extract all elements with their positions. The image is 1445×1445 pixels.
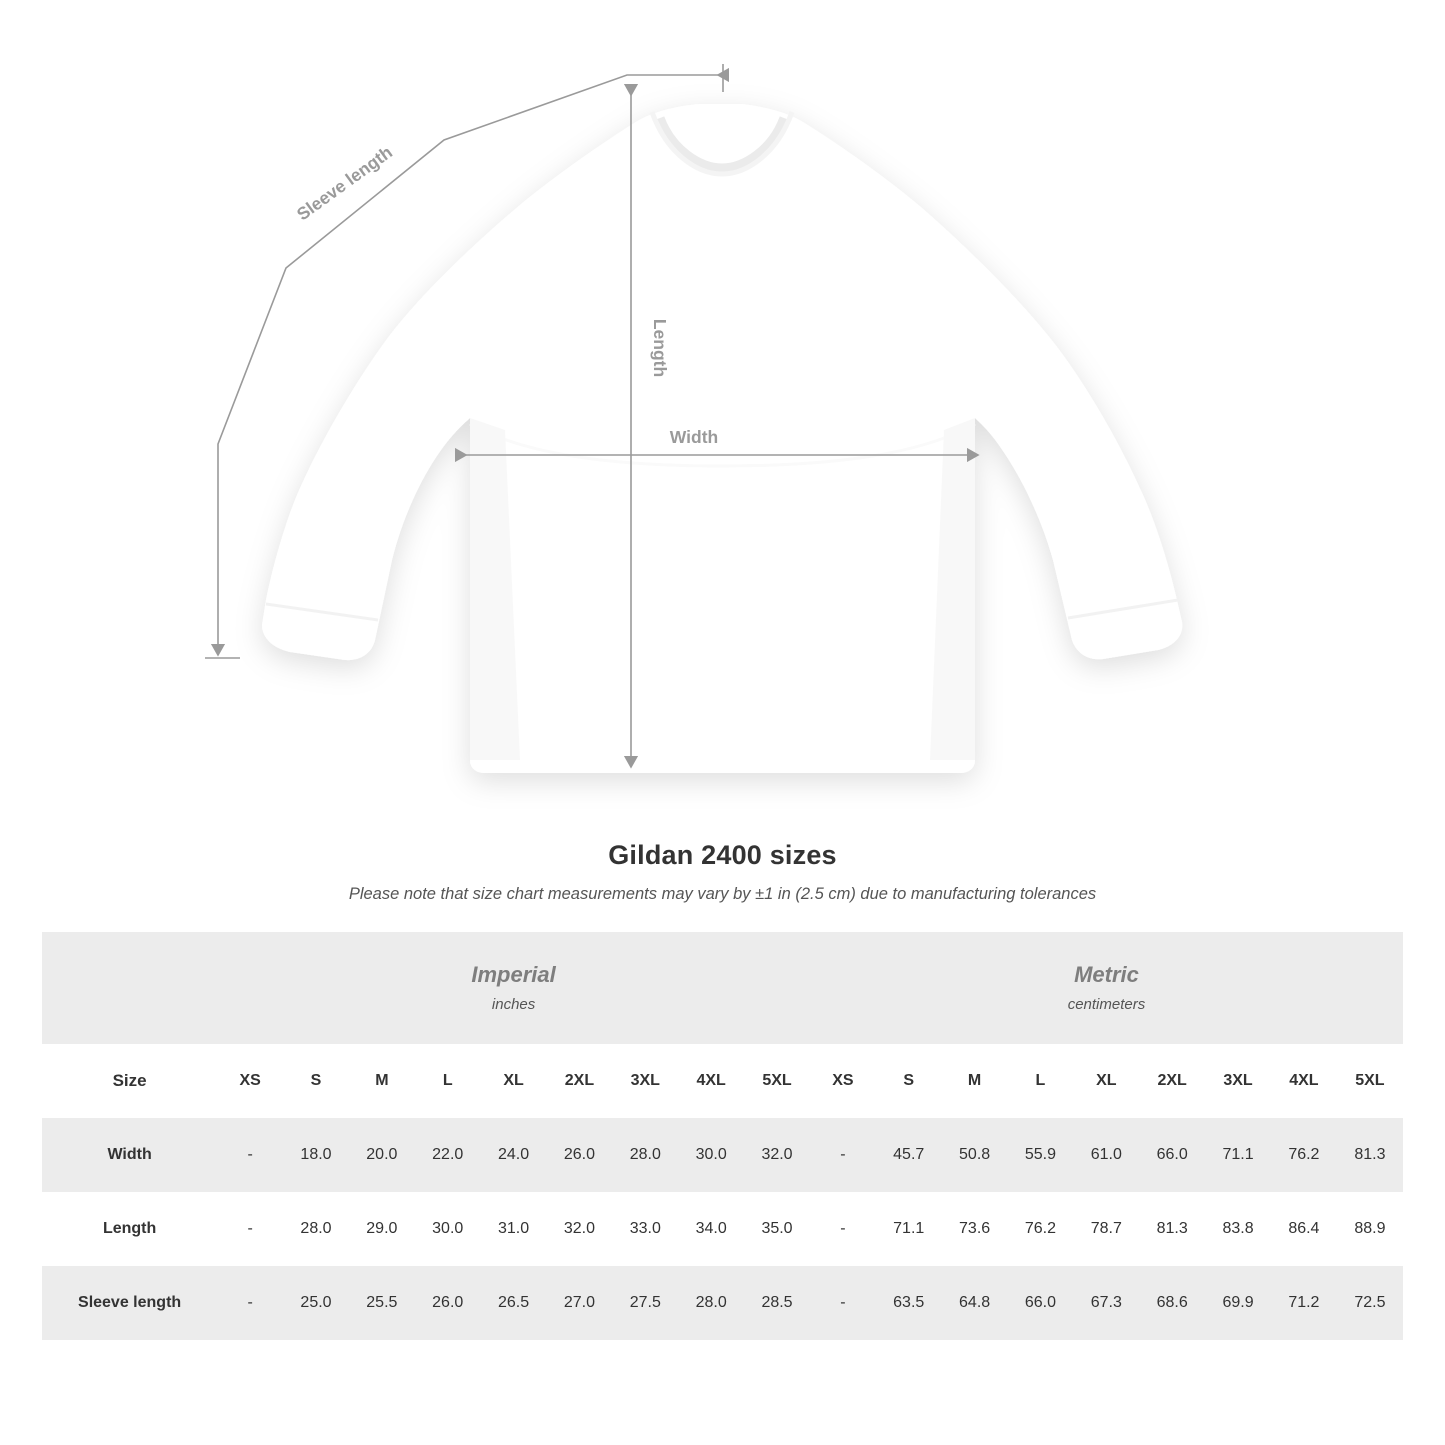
cell-length-imperial-xs: - — [217, 1192, 283, 1266]
cell-sleeve-metric-xl: 67.3 — [1073, 1266, 1139, 1340]
cell-width-metric-xs: - — [810, 1118, 876, 1192]
cell-sleeve-imperial-5xl: 28.5 — [744, 1266, 810, 1340]
size-header-imperial-4xl: 4XL — [678, 1044, 744, 1118]
cell-width-metric-l: 55.9 — [1008, 1118, 1074, 1192]
unit-group-metric-name: Metric — [1074, 961, 1139, 987]
cell-length-metric-xl: 78.7 — [1073, 1192, 1139, 1266]
title-block — [0, 840, 1445, 904]
cell-width-imperial-3xl: 28.0 — [612, 1118, 678, 1192]
size-table — [42, 932, 1403, 1340]
cell-sleeve-imperial-s: 25.0 — [283, 1266, 349, 1340]
size-header-imperial-2xl: 2XL — [547, 1044, 613, 1118]
size-header-metric-3xl: 3XL — [1205, 1044, 1271, 1118]
size-header-metric-xs: XS — [810, 1044, 876, 1118]
cell-sleeve-imperial-l: 26.0 — [415, 1266, 481, 1340]
table-row — [42, 1192, 1403, 1266]
cell-sleeve-metric-m: 64.8 — [942, 1266, 1008, 1340]
size-header-imperial-s: S — [283, 1044, 349, 1118]
cell-sleeve-imperial-2xl: 27.0 — [547, 1266, 613, 1340]
cell-width-imperial-m: 20.0 — [349, 1118, 415, 1192]
unit-group-metric-sub: centimeters — [1067, 996, 1146, 1014]
unit-group-imperial-sub: inches — [491, 996, 536, 1014]
size-header-metric-l: L — [1008, 1044, 1074, 1118]
cell-width-imperial-4xl: 30.0 — [678, 1118, 744, 1192]
cell-width-imperial-xl: 24.0 — [481, 1118, 547, 1192]
shirt-shape — [262, 104, 1182, 773]
size-table-wrapper — [42, 932, 1403, 1340]
size-header-imperial-xl: XL — [481, 1044, 547, 1118]
unit-group-imperial — [217, 932, 810, 1044]
cell-width-imperial-5xl: 32.0 — [744, 1118, 810, 1192]
cell-sleeve-metric-xs: - — [810, 1266, 876, 1340]
cell-width-metric-4xl: 76.2 — [1271, 1118, 1337, 1192]
unit-header-row — [42, 932, 1403, 1044]
size-header-metric-4xl: 4XL — [1271, 1044, 1337, 1118]
cell-sleeve-imperial-3xl: 27.5 — [612, 1266, 678, 1340]
cell-sleeve-metric-3xl: 69.9 — [1205, 1266, 1271, 1340]
cell-length-metric-2xl: 81.3 — [1139, 1192, 1205, 1266]
cell-sleeve-imperial-xl: 26.5 — [481, 1266, 547, 1340]
chart-title: Gildan 2400 sizes — [608, 840, 837, 870]
cell-sleeve-metric-4xl: 71.2 — [1271, 1266, 1337, 1340]
row-label-length: Length — [42, 1192, 217, 1266]
cell-sleeve-metric-5xl: 72.5 — [1337, 1266, 1403, 1340]
cell-width-metric-5xl: 81.3 — [1337, 1118, 1403, 1192]
size-header-imperial-m: M — [349, 1044, 415, 1118]
size-header-imperial-l: L — [415, 1044, 481, 1118]
cell-sleeve-imperial-m: 25.5 — [349, 1266, 415, 1340]
size-header-metric-5xl: 5XL — [1337, 1044, 1403, 1118]
cell-width-imperial-xs: - — [217, 1118, 283, 1192]
cell-sleeve-metric-l: 66.0 — [1008, 1266, 1074, 1340]
sleeve-length-label: Sleeve length — [292, 141, 396, 225]
cell-length-metric-5xl: 88.9 — [1337, 1192, 1403, 1266]
cell-length-metric-4xl: 86.4 — [1271, 1192, 1337, 1266]
row-label-sleeve-length: Sleeve length — [42, 1266, 217, 1340]
size-header-row — [42, 1044, 1403, 1118]
cell-width-metric-3xl: 71.1 — [1205, 1118, 1271, 1192]
cell-width-metric-s: 45.7 — [876, 1118, 942, 1192]
cell-width-imperial-2xl: 26.0 — [547, 1118, 613, 1192]
cell-length-metric-xs: - — [810, 1192, 876, 1266]
size-header-label: Size — [42, 1044, 217, 1118]
length-label: Length — [650, 318, 670, 378]
size-header-metric-m: M — [942, 1044, 1008, 1118]
table-row — [42, 1118, 1403, 1192]
size-header-imperial-5xl: 5XL — [744, 1044, 810, 1118]
cell-length-imperial-s: 28.0 — [283, 1192, 349, 1266]
cell-length-imperial-5xl: 35.0 — [744, 1192, 810, 1266]
cell-length-metric-3xl: 83.8 — [1205, 1192, 1271, 1266]
cell-width-metric-xl: 61.0 — [1073, 1118, 1139, 1192]
cell-sleeve-metric-2xl: 68.6 — [1139, 1266, 1205, 1340]
cell-length-imperial-2xl: 32.0 — [547, 1192, 613, 1266]
cell-width-metric-2xl: 66.0 — [1139, 1118, 1205, 1192]
cell-length-imperial-3xl: 33.0 — [612, 1192, 678, 1266]
cell-length-imperial-m: 29.0 — [349, 1192, 415, 1266]
size-header-imperial-3xl: 3XL — [612, 1044, 678, 1118]
cell-width-imperial-s: 18.0 — [283, 1118, 349, 1192]
size-header-metric-2xl: 2XL — [1139, 1044, 1205, 1118]
cell-length-imperial-4xl: 34.0 — [678, 1192, 744, 1266]
cell-length-metric-l: 76.2 — [1008, 1192, 1074, 1266]
size-header-imperial-xs: XS — [217, 1044, 283, 1118]
unit-group-metric — [810, 932, 1403, 1044]
chart-subtitle: Please note that size chart measurements may vary by ±1 in (2.5 cm) due to manufacturing tolerances — [348, 885, 1097, 903]
cell-length-metric-m: 73.6 — [942, 1192, 1008, 1266]
size-header-metric-s: S — [876, 1044, 942, 1118]
unit-header-spacer — [42, 932, 217, 1044]
cell-length-imperial-xl: 31.0 — [481, 1192, 547, 1266]
cell-sleeve-imperial-4xl: 28.0 — [678, 1266, 744, 1340]
width-label: Width — [669, 427, 719, 447]
cell-width-metric-m: 50.8 — [942, 1118, 1008, 1192]
row-label-width: Width — [42, 1118, 217, 1192]
cell-width-imperial-l: 22.0 — [415, 1118, 481, 1192]
table-row — [42, 1266, 1403, 1340]
cell-sleeve-imperial-xs: - — [217, 1266, 283, 1340]
cell-length-imperial-l: 30.0 — [415, 1192, 481, 1266]
unit-group-imperial-name: Imperial — [471, 961, 556, 987]
cell-sleeve-metric-s: 63.5 — [876, 1266, 942, 1340]
size-header-metric-xl: XL — [1073, 1044, 1139, 1118]
cell-length-metric-s: 71.1 — [876, 1192, 942, 1266]
